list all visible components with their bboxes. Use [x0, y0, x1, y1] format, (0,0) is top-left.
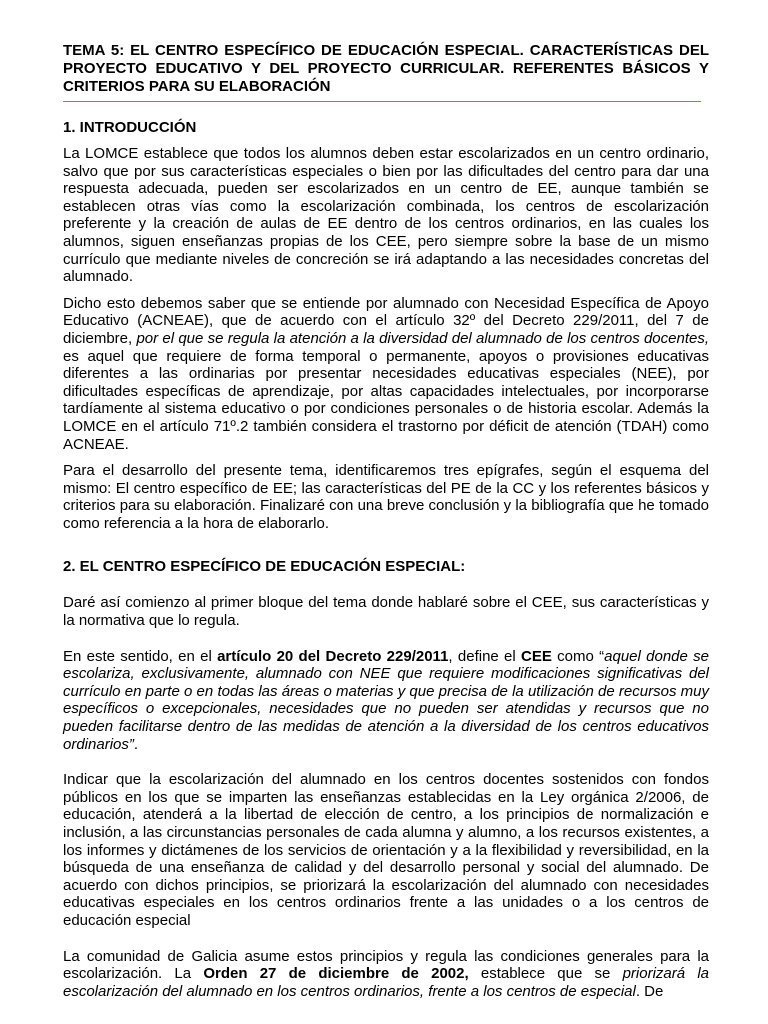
document-title: TEMA 5: EL CENTRO ESPECÍFICO DE EDUCACIÓN ESPECIAL. CARACTERÍSTICAS DEL PROYECTO EDUCATIVO Y DEL PROYECTO CURRICULAR. REFERENTES BÁSICOS Y CRITERIOS PARA SU ELABORACIÓN: [63, 42, 709, 95]
paragraph-italic-quote: aquel donde se escolariza, exclusivamente, alumnado con NEE que requiere modificaciones significativas del currículo en parte o en todas las áreas o materias y que precisa de la utilización de recursos muy específicos o excepcionales, necesidades que no pueden ser atendidas y recursos que no pueden facilitarse dentro de las medidas de atención a la diversidad de los centros educativos ordinarios”: [63, 647, 710, 753]
title-underline: [63, 101, 701, 102]
paragraph-cee-1: Daré así comienzo al primer bloque del tema donde hablaré sobre el CEE, sus características y la normativa que lo regula.: [63, 594, 709, 630]
paragraph-cee-3: Indicar que la escolarización del alumnado en los centros docentes sostenidos con fondos públicos en los que se imparten las enseñanzas establecidas en la Ley orgánica 2/2006, de educación, atenderá a la libertad de elección de centro, a los principios de normalización e inclusión, a las circunstancias personales de cada alumna y alumno, a los recursos existentes, a los informes y dictámenes de los servicios de orientación y a la flexibilidad y reversibilidad, en la búsqueda de una enseñanza de calidad y del desarrollo personal y social del alumnado. De acuerdo con dichos principios, se priorizará la escolarización del alumnado con necesidades educativas especiales en los centros ordinarios frente a las unidades o a los centros de educación especial: [63, 771, 709, 929]
section-heading-centro-especifico: 2. EL CENTRO ESPECÍFICO DE EDUCACIÓN ESPECIAL:: [63, 558, 466, 576]
paragraph-bold-text: Orden 27 de diciembre de 2002,: [203, 965, 469, 983]
paragraph-cee-4: [63, 948, 709, 1001]
paragraph-text: es aquel que requiere de forma temporal o permanente, apoyos o provisiones educativas diferentes a las ordinarias por presentar necesidades educativas especiales (NEE), por dificultades específicas de aprendizaje, por altas capacidades intelectuales, por incorporarse tardíamente al sistema educativo o por condiciones personales o de historia escolar. Además la LOMCE en el artículo 71º.2 también considera el trastorno por déficit de atención (TDAH) como ACNEAE.: [63, 347, 709, 453]
paragraph-text: Dicho esto debemos saber que se entiende por alumnado con Necesidad Específica de Apoyo Educativo (ACNEAE), que de acuerdo con el artículo 32º del Decreto 229/2011, del 7 de diciembre,: [63, 294, 709, 347]
paragraph-text: establece que se: [468, 965, 623, 983]
paragraph-intro-1: La LOMCE establece que todos los alumnos deben estar escolarizados en un centro ordinario, salvo que por sus características especiales o bien por las dificultades del centro para dar una respuesta adecuada, pueden ser escolarizados en un centro de EE, aunque también se establecen otras vías como la escolarización combinada, los centros de escolarización preferente y la creación de aulas de EE dentro de los centros ordinarios, en las cuales los alumnos, siguen enseñanzas propias de los CEE, pero siempre sobre la base de un mismo currículo que mediante niveles de concreción se irá adaptando a las necesidades concretas del alumnado.: [63, 145, 709, 286]
paragraph-bold-text: CEE: [521, 647, 552, 665]
paragraph-text: La comunidad de Galicia asume estos principios y regula las condiciones generales para la escolarización. La: [63, 947, 709, 983]
section-heading-introduccion: 1. INTRODUCCIÓN: [63, 119, 197, 136]
paragraph-text: En este sentido, en el: [63, 647, 218, 665]
paragraph-cee-2: [63, 648, 709, 754]
paragraph-text: . De: [635, 982, 664, 1000]
paragraph-text: , define el: [448, 647, 522, 665]
paragraph-italic-text: priorizará la escolarización del alumnado en los centros ordinarios, frente a los centros de especial: [63, 965, 709, 1000]
paragraph-text: como “: [551, 647, 605, 665]
paragraph-intro-3: Para el desarrollo del presente tema, identificaremos tres epígrafes, según el esquema del mismo: El centro específico de EE; las características del PE de la CC y los referentes básicos y criterios para su elaboración. Finalizaré con una breve conclusión y la bibliografía que he tomado como referencia a la hora de elaborarlo.: [63, 462, 709, 532]
paragraph-italic-text: por el que se regula la atención a la diversidad del alumnado de los centros docentes,: [136, 329, 710, 347]
paragraph-text: .: [133, 735, 139, 753]
paragraph-intro-2: [63, 295, 709, 453]
paragraph-bold-text: artículo 20 del Decreto 229/2011: [217, 647, 449, 665]
